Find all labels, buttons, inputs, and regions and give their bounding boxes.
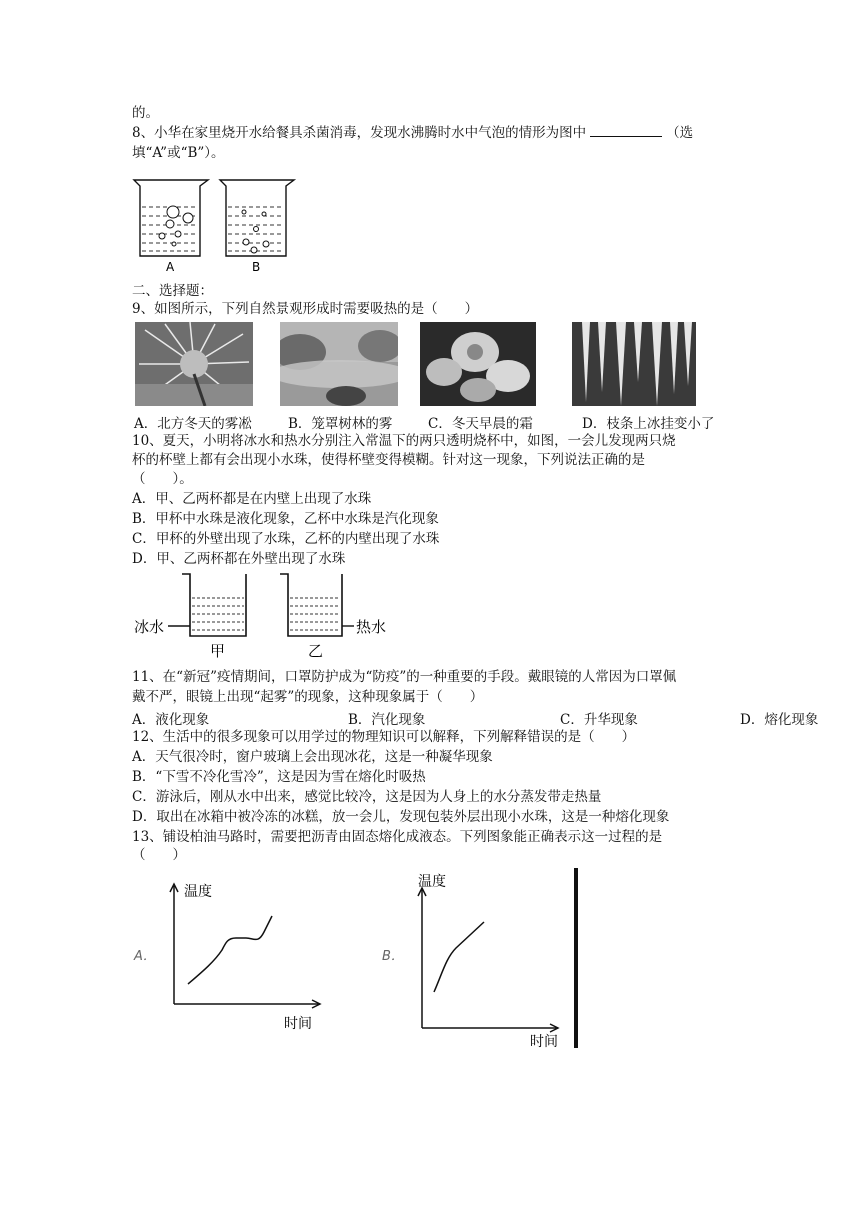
cup-jia-label: 甲 [210,642,226,660]
q11-option-b: B．汽化现象 [348,712,426,728]
section-heading: 二、选择题： [132,283,213,299]
question-13-line2: （ ） [132,847,186,863]
frost-pine-photo [135,322,253,406]
answer-blank [590,124,662,137]
q10-option-a: A．甲、乙两杯都是在内壁上出现了水珠 [132,491,372,507]
graph-a-xlabel: 时间 [284,1016,312,1032]
cups-figure [128,568,418,660]
graph-a [130,876,340,1036]
graph-b-option: B． [382,949,404,964]
question-13: 13、铺设柏油马路时，需要把沥青由固态熔化成液态。下列图象能正确表示这一过程的是 [132,829,663,845]
question-8 [132,124,693,142]
question-10: 10、夏天，小明将冰水和热水分别注入常温下的两只透明烧杯中，如图，一会儿发现两只烧 [132,433,676,449]
hot-water-label: 热水 [356,618,387,636]
beaker-figure-ab [128,174,308,274]
q12-option-a: A．天气很冷时，窗户玻璃上会出现冰花，这是一种凝华现象 [132,749,493,765]
q11-option-a: A．液化现象 [132,712,210,728]
fig-label-b: B [252,260,261,274]
question-10-line3: （ ）。 [132,471,193,487]
question-10-line2: 杯的杯壁上都有会出现小水珠，使得杯壁变得模糊。针对这一现象，下列说法正确的是 [132,452,645,468]
ice-water-label: 冰水 [134,618,165,636]
q8-prev-tail: 的。 [132,105,159,121]
graph-a-ylabel: 温度 [184,884,212,900]
q9-option-c: C．冬天早晨的霜 [428,416,533,432]
fog-forest-photo [280,322,398,406]
graph-b [378,868,578,1048]
q12-option-b: B．“下雪不冷化雪冷”，这是因为雪在熔化时吸热 [132,769,426,785]
question-11-line2: 戴不严，眼镜上出现“起雾”的现象，这种现象属于（ ） [132,689,484,705]
q12-option-c: C．游泳后，刚从水中出来，感觉比较冷，这是因为人身上的水分蒸发带走热量 [132,789,602,805]
question-9: 9、如图所示，下列自然景观形成时需要吸热的是（ ） [132,301,479,317]
question-12: 12、生活中的很多现象可以用学过的物理知识可以解释，下列解释错误的是（ ） [132,729,636,745]
graph-b-curve [434,922,484,992]
q9-option-a: A．北方冬天的雾凇 [134,416,252,432]
q11-option-c: C．升华现象 [560,712,638,728]
graph-b-xlabel: 时间 [530,1034,558,1048]
q11-option-d: D．熔化现象 [740,712,819,728]
cup-yi-label: 乙 [308,642,324,660]
vertical-bar [574,868,578,1048]
frost-leaves-photo [420,322,536,406]
q10-option-b: B．甲杯中水珠是液化现象，乙杯中水珠是汽化现象 [132,511,439,527]
q10-option-c: C．甲杯的外壁出现了水珠，乙杯的内壁出现了水珠 [132,531,440,547]
question-8-text: 8、小华在家里烧开水给餐具杀菌消毒，发现水沸腾时水中气泡的情形为图中 [132,125,587,141]
question-8-text-b: （选 [666,125,694,141]
graph-b-ylabel: 温度 [418,874,446,890]
q10-option-d: D．甲、乙两杯都在外壁出现了水珠 [132,551,346,567]
graph-a-curve [188,916,272,984]
fig-label-a: A [166,260,175,274]
question-11: 11、在“新冠”疫情期间，口罩防护成为“防疫”的一种重要的手段。戴眼镜的人常因为口罩佩 [132,669,677,685]
q9-option-d: D．枝条上冰挂变小了 [582,416,715,432]
q12-option-d: D．取出在冰箱中被冷冻的冰糕，放一会儿，发现包装外层出现小水珠，这是一种熔化现象 [132,809,670,825]
question-8-line2: 填“A”或“B”）。 [132,145,225,161]
q9-option-b: B．笼罩树林的雾 [288,416,393,432]
graph-a-option: A． [134,949,156,964]
icicles-photo [572,322,696,406]
